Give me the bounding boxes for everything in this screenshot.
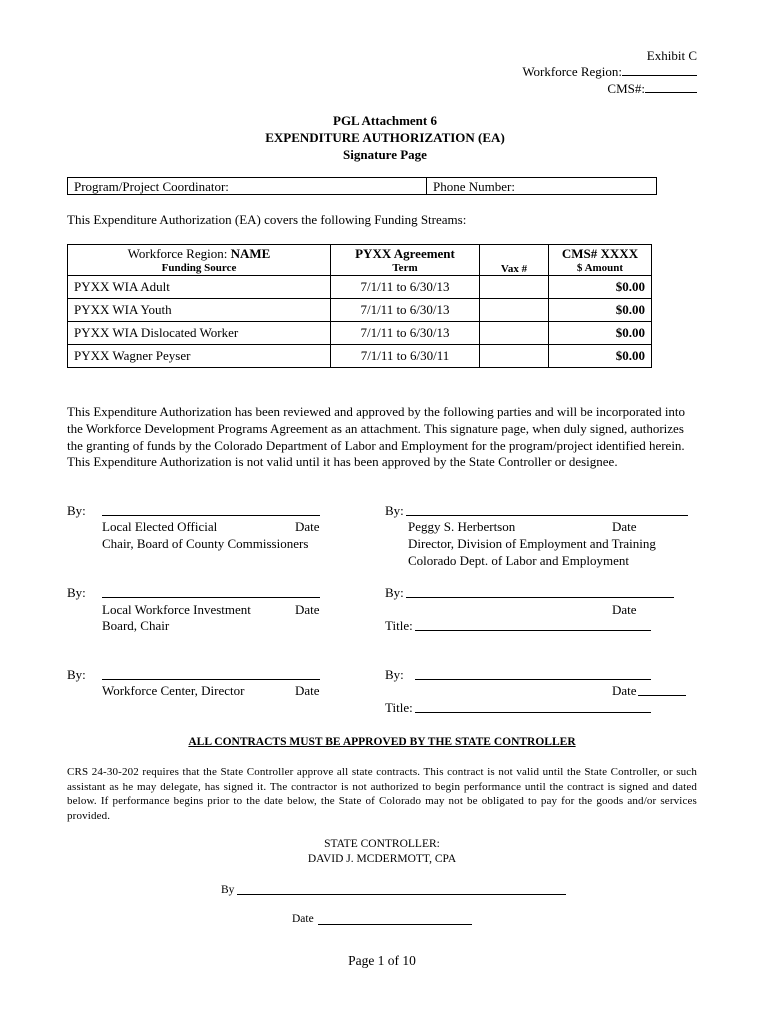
row-term: 7/1/11 to 6/30/13 <box>331 276 480 299</box>
by-label-right-3: By: <box>385 667 404 682</box>
right1-name: Peggy S. Herbertson <box>408 519 516 534</box>
cms-header <box>607 81 697 97</box>
row-amount: $0.00 <box>549 276 652 299</box>
controller-heading: ALL CONTRACTS MUST BE APPROVED BY THE STATE CONTROLLER <box>188 736 576 748</box>
coordinator-box <box>67 177 657 195</box>
left2-title: Local Workforce Investment <box>102 602 251 617</box>
row-vax[interactable] <box>480 322 549 345</box>
row-term: 7/1/11 to 6/30/13 <box>331 322 480 345</box>
funding-table <box>67 244 652 368</box>
streams-intro: This Expenditure Authorization (EA) covers the following Funding Streams: <box>67 212 467 227</box>
workforce-region-label: Workforce Region: <box>522 64 622 79</box>
row-vax[interactable] <box>480 299 549 322</box>
table-row <box>68 299 652 322</box>
workforce-region-blank[interactable] <box>622 75 697 76</box>
exhibit-label: Exhibit C <box>646 48 697 63</box>
left1-subtitle: Chair, Board of County Commissioners <box>102 536 309 551</box>
row-amount: $0.00 <box>549 322 652 345</box>
row-source: PYXX WIA Adult <box>68 276 331 299</box>
left2-date: Date <box>295 602 320 617</box>
cms-blank[interactable] <box>645 92 697 93</box>
table-row <box>68 276 652 299</box>
row-term: 7/1/11 to 6/30/11 <box>331 345 480 368</box>
table-row <box>68 345 652 368</box>
page-number: Page 1 of 10 <box>348 953 416 968</box>
title-line-right-3[interactable] <box>415 712 651 713</box>
controller-signature-line[interactable] <box>237 894 566 895</box>
signature-line-left-1[interactable] <box>102 515 320 516</box>
title-attachment: PGL Attachment 6 <box>333 113 437 128</box>
controller-date-label: Date <box>292 913 314 925</box>
approval-paragraph: This Expenditure Authorization has been reviewed and approved by the following parties and will be incorporated into the Workforce Development Programs Agreement as an attachment. This signature page, when duly signed, authorizes the granting of funds by the Colorado Department of Labor and Employment for the program/project identified herein. This Expenditure Authorization is not valid until it has been approved by the State Controller or designee. <box>67 404 686 470</box>
region-header-cell: Workforce Region: NAME <box>68 245 331 262</box>
by-label-right-1: By: <box>385 503 404 518</box>
right1-date: Date <box>612 519 637 534</box>
title-expenditure: EXPENDITURE AUTHORIZATION (EA) <box>265 130 505 145</box>
left3-date: Date <box>295 683 320 698</box>
by-label-left-3: By: <box>67 667 86 682</box>
signature-line-left-2[interactable] <box>102 597 320 598</box>
left1-title: Local Elected Official <box>102 519 218 534</box>
row-source: PYXX WIA Youth <box>68 299 331 322</box>
agreement-header-cell: PYXX Agreement <box>331 245 480 262</box>
title-line-right-2[interactable] <box>415 630 651 631</box>
controller-title: STATE CONTROLLER: <box>324 838 440 850</box>
col-funding-source: Funding Source <box>68 261 331 276</box>
right3-date-label: Date <box>612 683 637 698</box>
workforce-region-header <box>522 64 697 80</box>
left3-title: Workforce Center, Director <box>102 683 245 698</box>
row-source: PYXX Wagner Peyser <box>68 345 331 368</box>
coordinator-field[interactable]: Program/Project Coordinator: <box>68 178 427 194</box>
left2-subtitle: Board, Chair <box>102 618 170 633</box>
row-vax[interactable] <box>480 276 549 299</box>
title-signature-page: Signature Page <box>343 147 427 162</box>
controller-date-line[interactable] <box>318 924 472 925</box>
row-source: PYXX WIA Dislocated Worker <box>68 322 331 345</box>
date-line-right-3[interactable] <box>638 695 686 696</box>
by-label-left-2: By: <box>67 585 86 600</box>
right3-title-label: Title: <box>385 700 413 715</box>
signature-line-right-1[interactable] <box>406 515 688 516</box>
row-vax[interactable] <box>480 345 549 368</box>
legal-paragraph: CRS 24-30-202 requires that the State Controller approve all state contracts. This contract is not valid until the State Controller, or such assistant as he may delegate, has signed it. The contractor is not authorized to begin performance until the contract is signed and dated below. If performance begins prior to the date below, the State of Colorado may not be obligated to pay for the goods and/or services provided. <box>67 766 697 822</box>
row-amount: $0.00 <box>549 299 652 322</box>
controller-name: DAVID J. MCDERMOTT, CPA <box>307 853 457 865</box>
cms-label: CMS#: <box>607 81 645 96</box>
row-term: 7/1/11 to 6/30/13 <box>331 299 480 322</box>
signature-line-left-3[interactable] <box>102 679 320 680</box>
col-term: Term <box>331 261 480 276</box>
signature-line-right-3[interactable] <box>415 679 651 680</box>
controller-by-label: By <box>221 884 235 896</box>
by-label-left-1: By: <box>67 503 86 518</box>
right1-position: Director, Division of Employment and Training <box>408 536 656 551</box>
phone-field[interactable]: Phone Number: <box>433 179 515 194</box>
signature-line-right-2[interactable] <box>406 597 674 598</box>
table-row <box>68 322 652 345</box>
by-label-right-2: By: <box>385 585 404 600</box>
vax-header-blank: Vax # <box>480 245 549 276</box>
left1-date: Date <box>295 519 320 534</box>
right1-department: Colorado Dept. of Labor and Employment <box>408 553 629 568</box>
right2-date: Date <box>612 602 637 617</box>
row-amount: $0.00 <box>549 345 652 368</box>
col-amount: $ Amount <box>549 261 652 276</box>
cms-header-cell: CMS# XXXX <box>549 245 652 262</box>
right2-title-label: Title: <box>385 618 413 633</box>
